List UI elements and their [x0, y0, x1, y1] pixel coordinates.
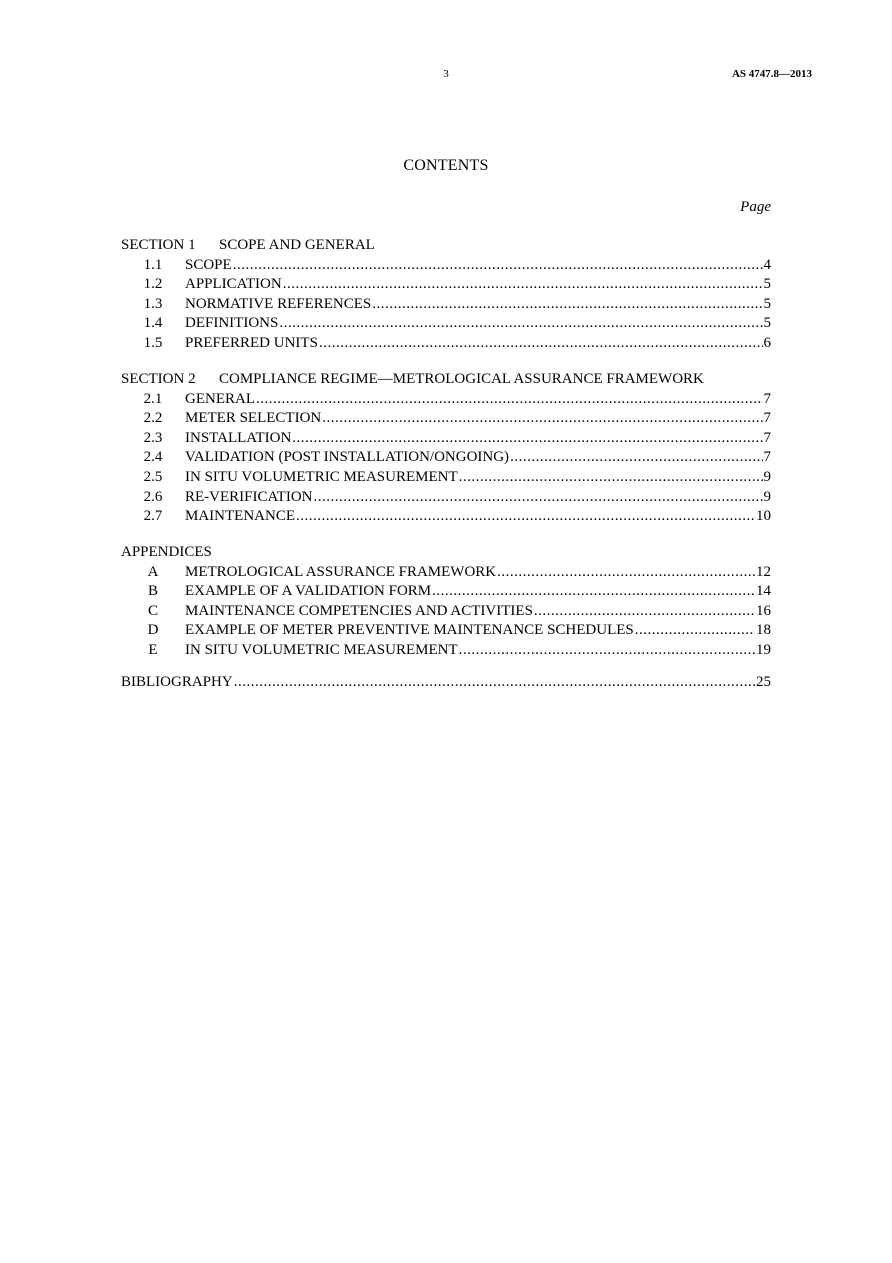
clause-number: 2.1 — [143, 390, 163, 407]
clause-number: 1.3 — [143, 295, 163, 312]
toc-entry[interactable] — [121, 641, 771, 661]
section-label: SECTION 1 — [121, 237, 196, 253]
bibliography-title: BIBLIOGRAPHY — [121, 673, 233, 690]
toc-entry[interactable] — [121, 429, 771, 449]
dot-leader — [322, 409, 762, 429]
table-of-contents — [121, 236, 771, 692]
clause-title: GENERAL — [185, 390, 255, 407]
section-title: COMPLIANCE REGIME—METROLOGICAL ASSURANCE FRAMEWORK — [219, 370, 704, 387]
toc-entry[interactable] — [121, 488, 771, 508]
clause-title: MAINTENANCE — [185, 508, 295, 525]
toc-section-1 — [121, 236, 771, 354]
page-ref: 9 — [763, 488, 771, 505]
dot-leader — [256, 390, 763, 410]
clause-title: VALIDATION (POST INSTALLATION/ONGOING) — [185, 449, 510, 466]
dot-leader — [432, 582, 755, 602]
page-ref: 12 — [756, 563, 771, 580]
toc-appendices — [121, 543, 771, 661]
toc-entry[interactable] — [121, 314, 771, 334]
page-ref: 10 — [756, 508, 771, 525]
page-number: 3 — [443, 68, 449, 80]
toc-entry[interactable] — [121, 563, 771, 583]
clause-title: SCOPE — [185, 256, 232, 273]
clause-title: RE-VERIFICATION — [185, 488, 313, 505]
page-ref: 7 — [763, 429, 771, 446]
dot-leader — [283, 275, 763, 295]
dot-leader — [372, 295, 762, 315]
clause-number: 2.6 — [143, 488, 163, 505]
dot-leader — [497, 563, 755, 583]
dot-leader — [510, 448, 762, 468]
clause-number: 2.7 — [143, 508, 163, 525]
page-ref: 5 — [763, 295, 771, 312]
toc-entry[interactable] — [121, 602, 771, 622]
document-id: AS 4747.8—2013 — [731, 68, 812, 80]
page-column-label: Page — [740, 199, 771, 215]
toc-entry[interactable] — [121, 582, 771, 602]
appendix-letter: A — [147, 563, 159, 580]
page-ref: 14 — [756, 583, 771, 600]
clause-title: METER SELECTION — [185, 410, 322, 427]
appendix-title: MAINTENANCE COMPETENCIES AND ACTIVITIES — [185, 602, 533, 619]
dot-leader — [314, 488, 763, 508]
dot-leader — [319, 334, 763, 354]
dot-leader — [279, 314, 762, 334]
appendix-letter: C — [147, 602, 158, 619]
toc-entry[interactable] — [121, 507, 771, 527]
appendix-letter: E — [148, 642, 158, 659]
appendix-title: EXAMPLE OF A VALIDATION FORM — [185, 583, 432, 600]
page-ref: 19 — [756, 642, 771, 659]
clause-title: INSTALLATION — [185, 429, 292, 446]
toc-entry[interactable] — [121, 256, 771, 276]
dot-leader — [296, 507, 755, 527]
appendix-letter: B — [147, 583, 158, 600]
clause-number: 2.5 — [143, 468, 163, 485]
appendix-title: EXAMPLE OF METER PREVENTIVE MAINTENANCE SCHEDULES — [185, 622, 634, 639]
toc-title: CONTENTS — [403, 157, 489, 174]
page-ref: 7 — [763, 449, 771, 466]
dot-leader — [635, 621, 755, 641]
clause-number: 1.4 — [143, 315, 163, 332]
toc-entry[interactable] — [121, 409, 771, 429]
clause-number: 1.2 — [143, 276, 163, 293]
clause-title: PREFERRED UNITS — [185, 334, 318, 351]
section-heading[interactable] — [121, 370, 771, 390]
page-ref: 7 — [763, 410, 771, 427]
dot-leader — [292, 429, 762, 449]
dot-leader — [459, 468, 763, 488]
toc-entry[interactable] — [121, 390, 771, 410]
toc-entry-bibliography[interactable] — [121, 673, 771, 693]
appendix-title: METROLOGICAL ASSURANCE FRAMEWORK — [185, 563, 497, 580]
clause-title: DEFINITIONS — [185, 315, 279, 332]
section-label: SECTION 2 — [121, 370, 196, 387]
clause-number: 1.5 — [143, 334, 163, 351]
page-ref: 7 — [763, 390, 771, 407]
toc-entry[interactable] — [121, 295, 771, 315]
dot-leader — [534, 602, 755, 622]
appendix-title: IN SITU VOLUMETRIC MEASUREMENT — [185, 642, 458, 659]
dot-leader — [459, 641, 755, 661]
page-ref: 25 — [756, 673, 771, 690]
page-ref: 18 — [756, 622, 771, 639]
dot-leader — [234, 673, 755, 693]
section-title: SCOPE AND GENERAL — [219, 237, 375, 253]
toc-entry[interactable] — [121, 448, 771, 468]
clause-title: IN SITU VOLUMETRIC MEASUREMENT — [185, 468, 458, 485]
page-ref: 5 — [763, 315, 771, 332]
page-ref: 6 — [763, 334, 771, 351]
clause-number: 1.1 — [143, 256, 163, 273]
clause-number: 2.4 — [143, 449, 163, 466]
toc-entry[interactable] — [121, 275, 771, 295]
toc-entry[interactable] — [121, 334, 771, 354]
toc-entry[interactable] — [121, 468, 771, 488]
clause-title: NORMATIVE REFERENCES — [185, 295, 372, 312]
page-ref: 5 — [763, 276, 771, 293]
page-ref: 4 — [763, 256, 771, 273]
section-heading[interactable] — [121, 236, 771, 256]
page-ref: 16 — [756, 602, 771, 619]
appendix-letter: D — [147, 622, 159, 639]
clause-number: 2.3 — [143, 429, 163, 446]
toc-section-2 — [121, 370, 771, 527]
clause-title: APPLICATION — [185, 276, 282, 293]
page-ref: 9 — [763, 468, 771, 485]
appendices-heading[interactable]: APPENDICES — [121, 544, 212, 561]
toc-entry[interactable] — [121, 621, 771, 641]
clause-number: 2.2 — [143, 410, 163, 427]
dot-leader — [233, 256, 763, 276]
